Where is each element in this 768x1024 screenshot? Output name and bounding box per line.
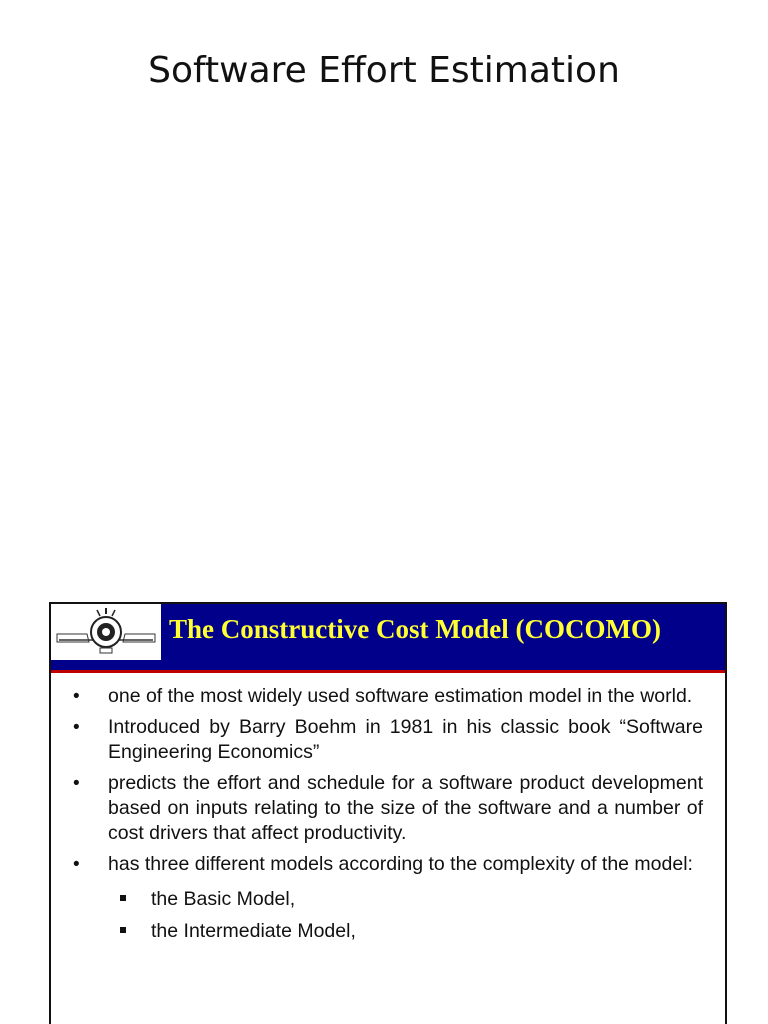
bullet-dot-icon: • bbox=[73, 717, 80, 738]
university-logo bbox=[51, 604, 161, 660]
sub-bullet-item bbox=[51, 883, 725, 915]
bullet-dot-icon: • bbox=[73, 773, 80, 794]
bullet-item bbox=[51, 852, 725, 877]
bullet-item bbox=[51, 684, 725, 709]
bullet-dot-icon: • bbox=[73, 854, 80, 875]
sub-bullet-text: the Basic Model, bbox=[151, 888, 296, 910]
slide-header bbox=[51, 604, 725, 673]
square-bullet-icon bbox=[120, 895, 126, 901]
sub-bullet-text: the Intermediate Model, bbox=[151, 920, 356, 942]
bullet-item bbox=[51, 771, 725, 846]
bullet-text: predicts the effort and schedule for a software product development based on inputs relating to the size of the software and a number of cost drivers that affect productivity. bbox=[108, 772, 703, 844]
page-title: Software Effort Estimation bbox=[148, 50, 620, 91]
bullet-text: has three different models according to the complexity of the model: bbox=[108, 853, 693, 875]
seal-icon bbox=[51, 604, 161, 660]
sub-bullet-item bbox=[51, 915, 725, 947]
bullet-text: one of the most widely used software estimation model in the world. bbox=[108, 685, 693, 707]
slide-image bbox=[49, 602, 727, 1024]
bullet-text: Introduced by Barry Boehm in 1981 in his classic book “Software Engineering Economics” bbox=[108, 716, 703, 763]
slide-body bbox=[51, 684, 725, 947]
bullet-item bbox=[51, 715, 725, 765]
square-bullet-icon bbox=[120, 927, 126, 933]
bullet-dot-icon: • bbox=[73, 686, 80, 707]
slide-title: The Constructive Cost Model (COCOMO) bbox=[169, 614, 661, 644]
